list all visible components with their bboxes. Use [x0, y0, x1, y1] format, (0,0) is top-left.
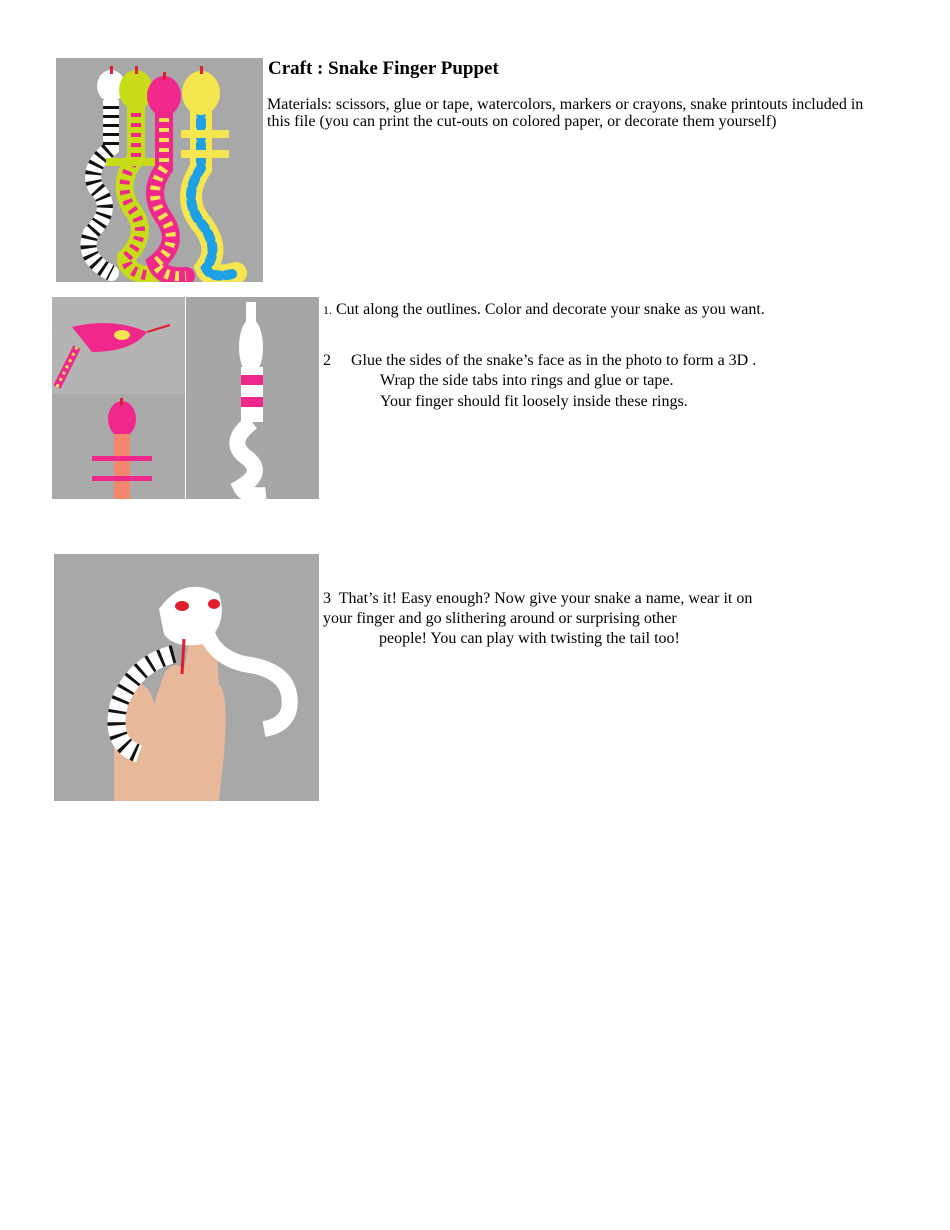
photo-white-snake-ring [186, 297, 319, 499]
decorated-snake-illustration [52, 394, 185, 499]
step-3-line1 [323, 589, 752, 609]
white-snake-illustration [186, 297, 319, 499]
step-2-text: Glue the sides of the snake’s face as in the photo to form a 3D . [351, 352, 757, 369]
step-2-line3: Your finger should fit loosely inside these rings. [380, 393, 688, 410]
step-number: 3 [323, 590, 331, 607]
step-2-number: 2 [323, 352, 331, 369]
snakes-illustration [56, 58, 263, 282]
photo-four-snakes [56, 58, 263, 282]
step-2-line2: Wrap the side tabs into rings and glue or tape. [380, 372, 674, 389]
materials-text: Materials: scissors, glue or tape, watercolors, markers or crayons, snake printouts included in this file (you can print the cut-outs on colored paper, or decorate them yourself) [267, 96, 864, 130]
step-3-line3: people! You can play with twisting the tail too! [379, 630, 680, 647]
photo-finger-puppet [54, 554, 319, 801]
snake-head-illustration [52, 297, 185, 394]
photo-cut-snake-head [52, 297, 185, 394]
step-1 [323, 300, 765, 320]
photo-decorated-snake [52, 394, 185, 499]
step-text: That’s it! Easy enough? Now give your snake a name, wear it on [338, 590, 753, 607]
finger-puppet-illustration [54, 554, 319, 801]
step-3-line2: your finger and go slithering around or surprising other [323, 610, 677, 627]
step-number: 1. [323, 303, 332, 317]
page-title: Craft : Snake Finger Puppet [268, 58, 499, 79]
step-text: Cut along the outlines. Color and decorate your snake as you want. [336, 301, 765, 318]
